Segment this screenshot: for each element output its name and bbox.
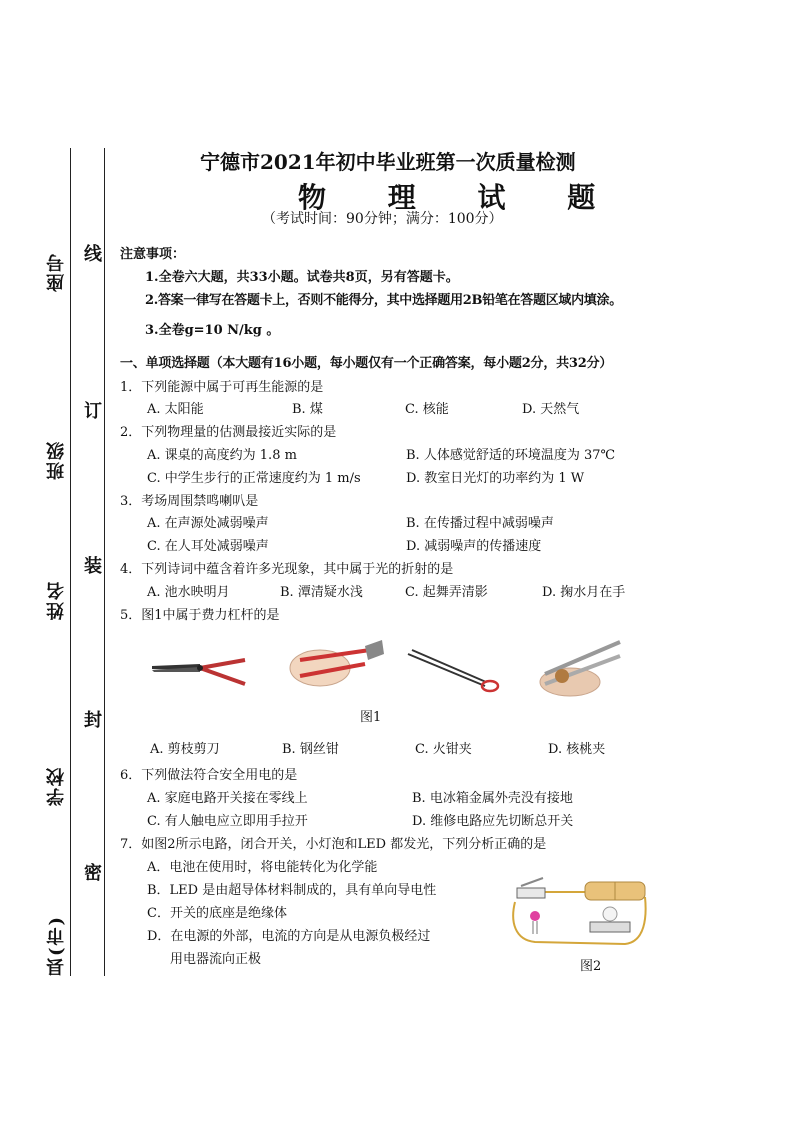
binding-mark-secret: 密	[84, 863, 102, 884]
led-icon	[530, 911, 540, 934]
battery-icon	[585, 882, 645, 900]
fire-tongs-image	[408, 650, 498, 691]
q1-option-d: D. 天然气	[522, 402, 580, 417]
binding-mark-bind: 装	[84, 556, 102, 577]
q3-option-b: B. 在传播过程中减弱噪声	[406, 516, 554, 531]
q3-option-c: C. 在人耳处减弱噪声	[147, 539, 269, 554]
exam-title: 宁德市2021年初中毕业班第一次质量检测	[200, 150, 576, 174]
q3-stem: 3．考场周围禁鸣喇叭是	[120, 494, 259, 509]
q5-option-b: B. 钢丝钳	[282, 742, 339, 757]
q2-option-d: D. 教室日光灯的功率约为 1 W	[406, 471, 585, 486]
switch-icon	[517, 878, 545, 898]
q7-option-d-line2: 用电器流向正极	[170, 952, 262, 967]
figure-2-caption: 图2	[580, 959, 602, 974]
q6-stem: 6．下列做法符合安全用电的是	[120, 768, 298, 783]
section1-heading: 一、单项选择题（本大题有16小题，每小题仅有一个正确答案，每小题2分，共32分）	[120, 356, 613, 371]
q2-option-a: A. 课桌的高度约为 1.8 m	[147, 448, 297, 463]
q7-option-a: A．电池在使用时，将电能转化为化学能	[147, 860, 378, 875]
pruning-shears-image	[152, 660, 245, 684]
binding-mark-order: 订	[84, 401, 102, 422]
q7-option-b: B．LED 是由超导体材料制成的，具有单向导电性	[147, 883, 437, 898]
field-county-label: 县(市)	[46, 915, 67, 977]
subject-title: 物 理 试 题	[298, 181, 622, 214]
field-class-label: 班级	[46, 440, 67, 480]
walnut-cracker-image	[540, 642, 620, 696]
figure-1-tools	[150, 634, 630, 704]
q1-stem: 1．下列能源中属于可再生能源的是	[120, 380, 324, 395]
q5-option-c: C. 火钳夹	[415, 742, 472, 757]
notice-item-3: 3.全卷g=10 N/kg 。	[145, 323, 280, 338]
q1-option-a: A. 太阳能	[147, 402, 204, 417]
q4-option-c: C. 起舞弄清影	[405, 585, 488, 600]
q2-option-c: C. 中学生步行的正常速度约为 1 m/s	[147, 471, 361, 486]
q6-option-b: B. 电冰箱金属外壳没有接地	[412, 791, 573, 806]
q1-option-b: B. 煤	[292, 402, 323, 417]
field-seat-label: 座号	[46, 252, 67, 292]
margin-line-inner	[104, 148, 105, 976]
figure-2-circuit	[505, 872, 655, 952]
figure-1-caption: 图1	[360, 710, 382, 725]
q6-option-a: A. 家庭电路开关接在零线上	[147, 791, 308, 806]
q6-option-c: C. 有人触电应立即用手拉开	[147, 814, 308, 829]
q4-stem: 4．下列诗词中蕴含着许多光现象，其中属于光的折射的是	[120, 562, 454, 577]
q3-option-d: D. 减弱噪声的传播速度	[406, 539, 542, 554]
q2-option-b: B. 人体感觉舒适的环境温度为 37℃	[406, 448, 616, 463]
q3-option-a: A. 在声源处减弱噪声	[147, 516, 269, 531]
bulb-icon	[590, 907, 630, 932]
notice-heading: 注意事项：	[120, 247, 186, 262]
exam-info: （考试时间：90分钟；满分：100分）	[262, 211, 503, 227]
q1-option-c: C. 核能	[405, 402, 449, 417]
q7-stem: 7．如图2所示电路，闭合开关，小灯泡和LED 都发光，下列分析正确的是	[120, 837, 547, 852]
q4-option-d: D. 掬水月在手	[542, 585, 626, 600]
binding-mark-seal: 封	[84, 710, 102, 731]
q6-option-d: D. 维修电路应先切断总开关	[412, 814, 574, 829]
notice-item-1: 1.全卷六大题，共33小题。试卷共8页，另有答题卡。	[145, 270, 459, 285]
notice-item-2: 2.答案一律写在答题卡上，否则不能得分，其中选择题用2B铅笔在答题区域内填涂。	[145, 293, 622, 308]
q5-option-a: A. 剪枝剪刀	[150, 742, 220, 757]
q5-option-d: D. 核桃夹	[548, 742, 606, 757]
q2-stem: 2．下列物理量的估测最接近实际的是	[120, 425, 337, 440]
binding-mark-line: 线	[84, 244, 102, 265]
q7-option-c: C．开关的底座是绝缘体	[147, 906, 287, 921]
q7-option-d-line1: D．在电源的外部，电流的方向是从电源负极经过	[147, 929, 431, 944]
q5-stem: 5．图1中属于费力杠杆的是	[120, 608, 280, 623]
wire-pliers-image	[290, 640, 384, 686]
q4-option-b: B. 潭清疑水浅	[280, 585, 363, 600]
field-school-label: 学校	[46, 766, 67, 806]
margin-line-outer	[70, 148, 71, 976]
field-name-label: 姓名	[46, 580, 67, 620]
q4-option-a: A. 池水映明月	[147, 585, 230, 600]
